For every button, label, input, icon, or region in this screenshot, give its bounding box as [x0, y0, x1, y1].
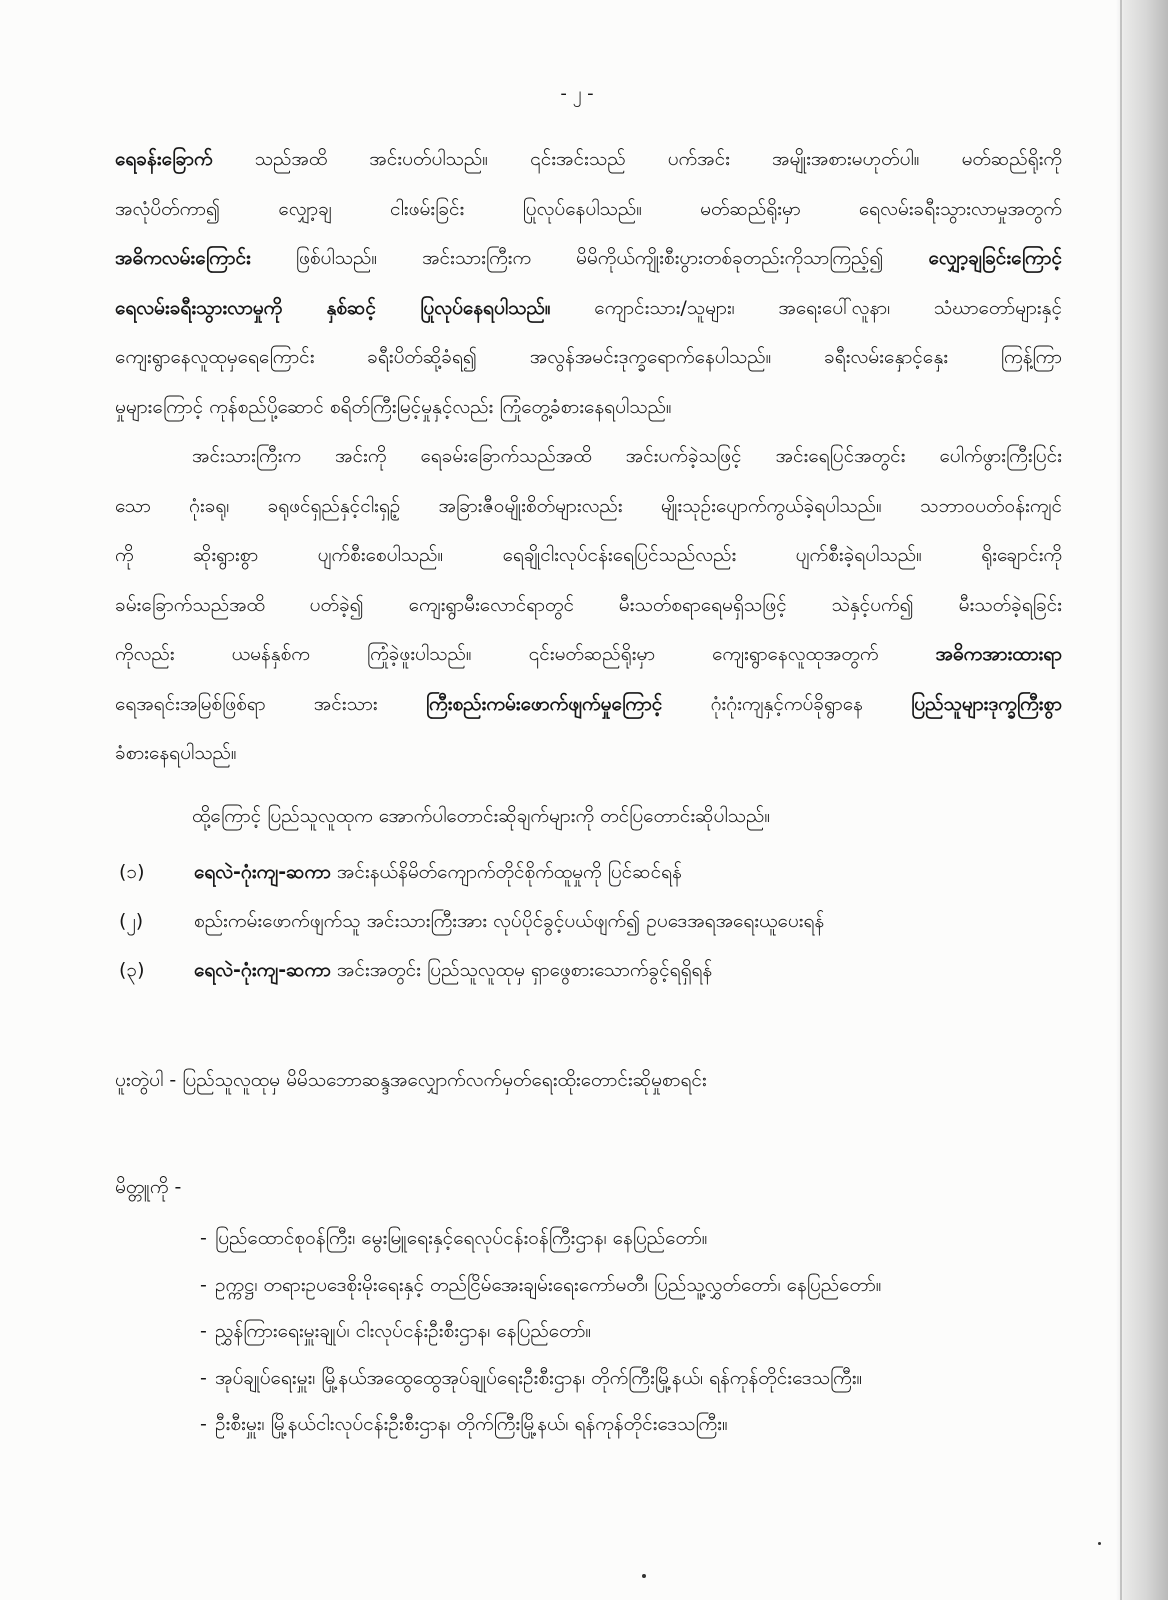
paragraph-line [115, 185, 1062, 235]
bullet-dash: - [200, 1366, 207, 1389]
text-segment: ကျောင်းသား/သူများ၊ အရေးပေါ်လူနာ၊ သံဃာတော်များနှင့် [550, 296, 1062, 319]
scan-speck [1098, 1542, 1101, 1545]
text-segment: ရေခန်းခြောက် [115, 148, 213, 170]
letter-body [115, 135, 1062, 779]
scan-edge-line [1120, 0, 1122, 1600]
text-segment: အဓိကအားထားရာ [935, 643, 1062, 665]
request-number: (၁) [119, 861, 145, 883]
copy-to-label: မိတ္တူကို - [115, 1176, 182, 1198]
request-text [194, 848, 1062, 897]
text-segment: ကျေးရွာနေလူထုမှရေကြောင်း ခရီးပိတ်ဆို့ခံရ၍ အလွန်အမင်းဒုက္ခရောက်နေပါသည်။ ခရီးလမ်းနှောင့်နှေး ကြန့်ကြာ [115, 346, 1062, 368]
request-list [115, 848, 1062, 995]
text-segment: ခမ်းခြောက်သည်အထိ ပတ်ခဲ့၍ ကျေးရွာမီးလောင်ရာတွင် မီးသတ်စရာရေမရှိသဖြင့် သဲနှင့်ပက်၍ မီးသတ်ခဲ့ရခြင်း [115, 593, 1062, 616]
paragraph-line [115, 432, 1062, 482]
text-segment: လျှော့ချခြင်းကြောင့် [928, 247, 1062, 269]
paragraph-2 [115, 432, 1062, 779]
recipient-text: ဦးစီးမှူး၊ မြို့နယ်ငါးလုပ်ငန်းဦးစီးဌာန၊ တိုက်ကြီးမြို့နယ်၊ ရန်ကုန်တိုင်းဒေသကြီး။ [215, 1413, 728, 1435]
text-segment: ကြီးစည်းကမ်းဖောက်ဖျက်မှုကြောင့် [425, 692, 663, 715]
request-item [115, 897, 1062, 946]
text-segment: ဖြစ်ပါသည်။ အင်းသားကြီးက မိမိကိုယ်ကျိုးစီးပွားတစ်ခုတည်းကိုသာကြည့်၍ [250, 247, 929, 269]
page-number: - ၂ - [560, 83, 594, 104]
text-segment: အဓိကလမ်းကြောင်း [115, 247, 251, 269]
recipient-text: ဥက္ကဋ္ဌ၊ တရားဥပဒေစိုးမိုးရေးနှင့် တည်ငြိမ်အေးချမ်းရေးကော်မတီ၊ ပြည်သူ့လွှတ်တော်၊ နေပြည်တော်။ [215, 1273, 882, 1296]
copy-recipient [200, 1355, 1062, 1402]
bullet-dash: - [200, 1227, 207, 1249]
paragraph-line [115, 729, 1062, 779]
copy-recipient [200, 1262, 1062, 1309]
text-segment: ရေလဲ-ဂုံးကျ-ဆကာ [194, 959, 331, 981]
bullet-dash: - [200, 1413, 207, 1435]
paragraph-1 [115, 135, 1062, 432]
attachment-text: ပြည်သူလူထုမှ မိမိသဘောဆန္ဒအလျှောက်လက်မှတ်ရေးထိုးတောင်းဆိုမှုစာရင်း [176, 1069, 707, 1091]
recipient-text: ပြည်ထောင်စုဝန်ကြီး၊ မွေးမြူရေးနှင့်ရေလုပ်ငန်းဝန်ကြီးဌာန၊ နေပြည်တော်။ [215, 1227, 708, 1249]
text-segment: သော ဂုံးခရု၊ ခရုဖင်ရှည်နှင့်ငါးရှဉ့် အခြားဇီဝမျိုးစိတ်များလည်း မျိုးသုဉ်းပျောက်ကွယ်ခဲ့ရပါသည်။ သဘာဝပတ်ဝန်းကျင် [115, 494, 1062, 517]
copy-recipient [200, 1401, 1062, 1448]
text-segment: ပြည်သူများဒုက္ခကြီးစွာ [911, 692, 1062, 715]
text-segment: ခံစားနေရပါသည်။ [115, 742, 237, 764]
paragraph-line [115, 284, 1062, 334]
request-item [115, 946, 1062, 995]
text-segment: ဂုံးဂုံးကျနှင့်ကပ်ခိုရွာနေ [662, 692, 912, 715]
scan-speck [642, 1574, 646, 1578]
text-segment: ရေလမ်းခရီးသွားလာမှုကို နှစ်ဆင့် ပြုလုပ်နေရပါသည်။ [115, 296, 551, 319]
text-segment: အင်းနယ်နိမိတ်ကျောက်တိုင်စိုက်ထူမှုကို ပြင်ဆင်ရန် [330, 861, 682, 883]
text-segment: အလုံပိတ်ကာ၍ လျှော့ချ ငါးဖမ်းခြင်း ပြုလုပ်နေပါသည်။ မတ်ဆည်ရိုးမှာ ရေလမ်းခရီးသွားလာမှုအတွက် [115, 197, 1062, 220]
copy-recipient [200, 1215, 1062, 1262]
recipient-text: ညွှန်ကြားရေးမှူးချုပ်၊ ငါးလုပ်ငန်းဦးစီးဌာန၊ နေပြည်တော်။ [215, 1320, 592, 1342]
paragraph-line [115, 135, 1062, 185]
paragraph-line [115, 581, 1062, 631]
text-segment: ရေအရင်းအမြစ်ဖြစ်ရာ အင်းသား [115, 692, 426, 715]
paragraph-line [115, 234, 1062, 284]
paragraph-line [115, 482, 1062, 532]
text-segment: မှုများကြောင့် ကုန်စည်ပို့ဆောင် စရိတ်ကြီးမြင့်မှုနှင့်လည်း ကြုံတွေ့ခံစားနေရပါသည်။ [115, 395, 672, 418]
paragraph-line [115, 383, 1062, 433]
attachment-label: ပူးတွဲပါ - [115, 1069, 177, 1091]
copy-recipient-list [200, 1215, 1062, 1448]
paragraph-line [115, 531, 1062, 581]
closing-statement: ထို့ကြောင့် ပြည်သူလူထုက အောက်ပါတောင်းဆိုချက်များကို တင်ပြတောင်းဆိုပါသည်။ [192, 805, 771, 827]
copy-recipient [200, 1308, 1062, 1355]
recipient-text: အုပ်ချုပ်ရေးမှူး၊ မြို့နယ်အထွေထွေအုပ်ချုပ်ရေးဦးစီးဌာန၊ တိုက်ကြီးမြို့နယ်၊ ရန်ကုန်တိုင်းဒေသကြီး။ [215, 1366, 863, 1389]
text-segment: ကိုလည်း ယမန်နှစ်က ကြုံခဲ့ဖူးပါသည်။ ၎င်းမတ်ဆည်ရိုးမှာ ကျေးရွာနေလူထုအတွက် [115, 643, 936, 665]
bullet-dash: - [200, 1273, 207, 1296]
text-segment: အင်းသားကြီးက အင်းကို ရေခမ်းခြောက်သည်အထိ အင်းပက်ခဲ့သဖြင့် အင်းရေပြင်အတွင်း ပေါက်ဖွားကြီးပြင်း [192, 445, 1062, 467]
text-segment: ကို ဆိုးရွားစွာ ပျက်စီးစေပါသည်။ ရေချိုငါးလုပ်ငန်းရေပြင်သည်လည်း ပျက်စီးခဲ့ရပါသည်။ ရိုးချောင်းကို [115, 544, 1062, 566]
attachment-note [115, 1056, 1062, 1104]
request-text [194, 897, 1062, 946]
text-segment: ရေလဲ-ဂုံးကျ-ဆကာ [194, 861, 331, 883]
request-number: (၃) [119, 959, 145, 981]
text-segment: သည်အထိ အင်းပတ်ပါသည်။ ၎င်းအင်းသည် ပက်အင်း အမျိုးအစားမဟုတ်ပါ။ မတ်ဆည်ရိုးကို [212, 148, 1062, 170]
request-text [194, 946, 1062, 995]
paragraph-line [115, 630, 1062, 680]
request-number: (၂) [119, 910, 144, 932]
paragraph-line [115, 680, 1062, 730]
bullet-dash: - [200, 1320, 207, 1342]
text-segment: စည်းကမ်းဖောက်ဖျက်သူ အင်းသားကြီးအား လုပ်ပိုင်ခွင့်ပယ်ဖျက်၍ ဥပဒေအရအရေးယူပေးရန် [194, 910, 825, 932]
request-item [115, 848, 1062, 897]
scan-edge-shadow [1116, 0, 1168, 1600]
text-segment: အင်းအတွင်း ပြည်သူလူထုမှ ရှာဖွေစားသောက်ခွင့်ရရှိရန် [330, 959, 713, 981]
paragraph-line [115, 333, 1062, 383]
